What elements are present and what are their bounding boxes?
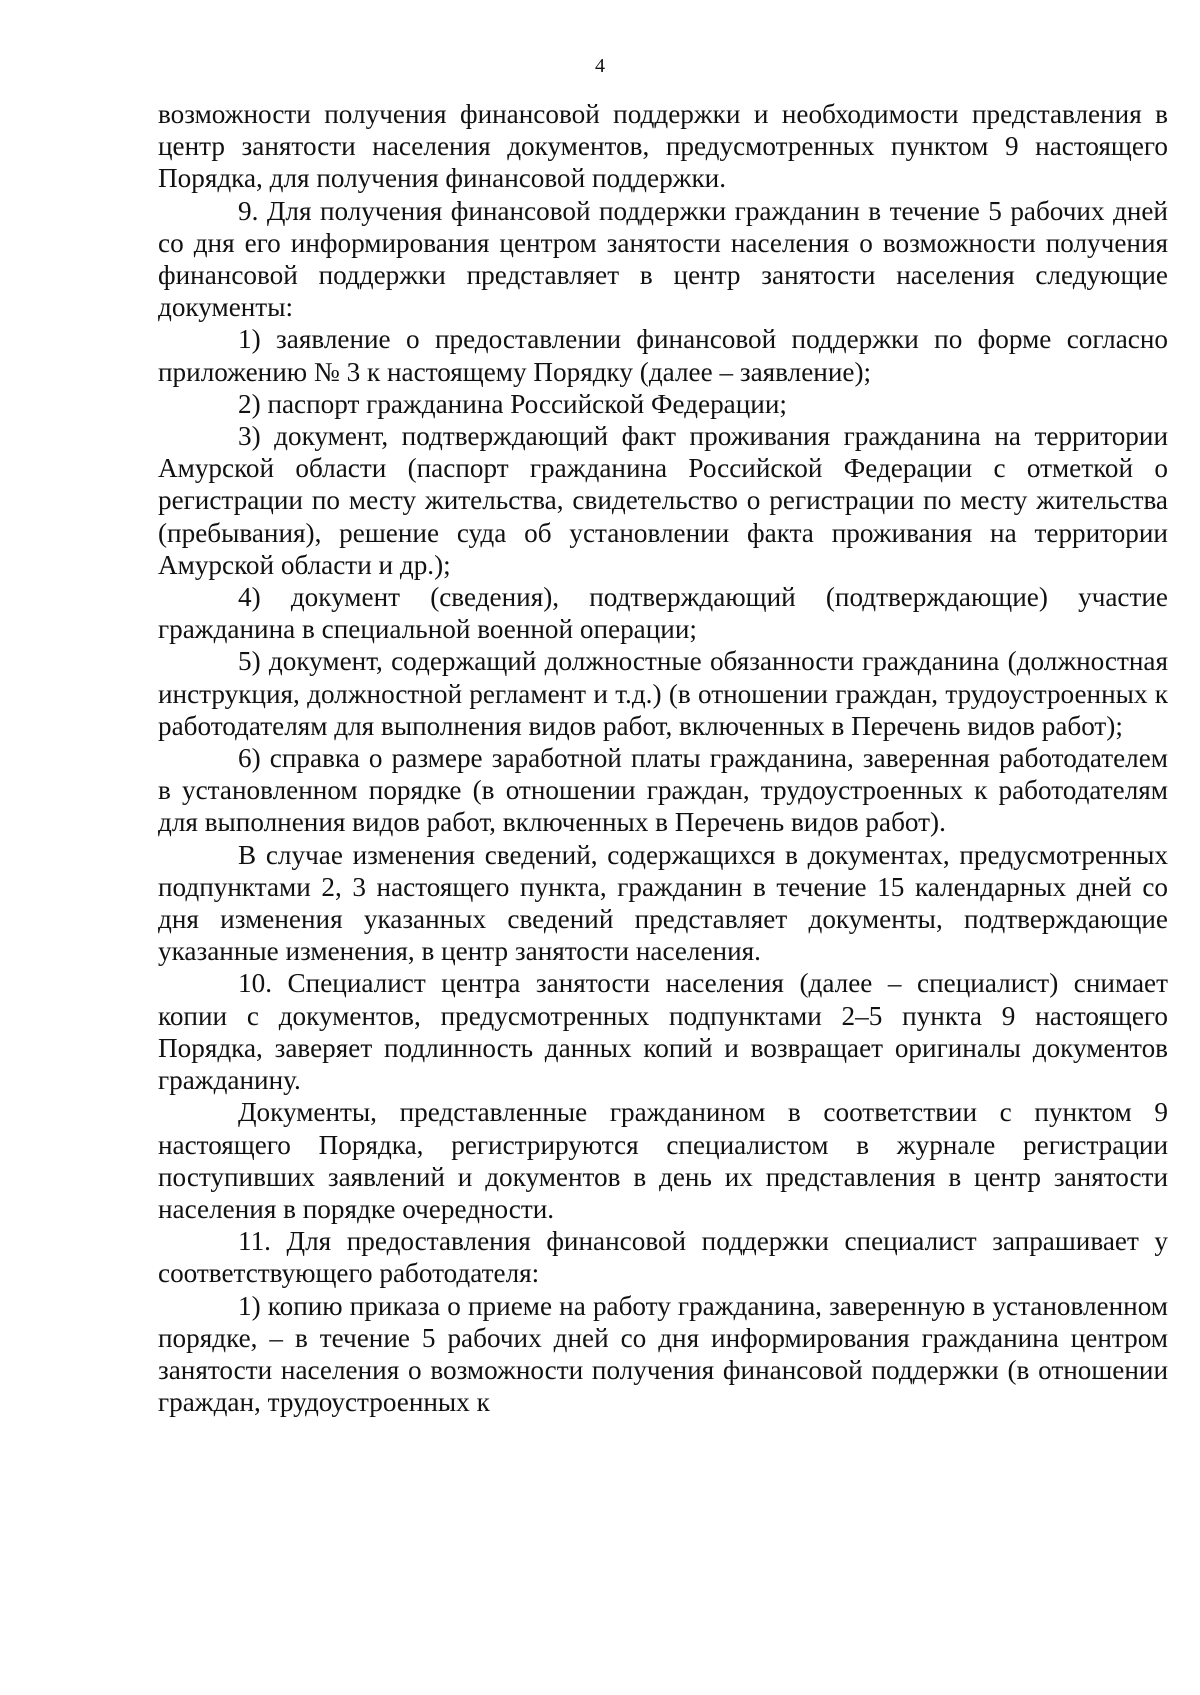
- paragraph: В случае изменения сведений, содержащихся в документах, предусмотренных подпунктами 2, 3 настоящего пункта, гражданин в течение 15 календарных дней со дня изменения указанных сведений представляет документы, подтверждающие указанные изменения, в центр занятости населения.: [158, 839, 1168, 967]
- paragraph: 2) паспорт гражданина Российской Федерации;: [238, 388, 787, 419]
- paragraph: 9. Для получения финансовой поддержки гражданин в течение 5 рабочих дней со дня его информирования центром занятости населения о возможности получения финансовой поддержки представляет в центр занятости населения следующие документы:: [158, 195, 1168, 323]
- paragraph: 6) справка о размере заработной платы гражданина, заверенная работодателем в установленном порядке (в отношении граждан, трудоустроенных к работодателям для выполнения видов работ, включенных в Перечень видов работ).: [158, 743, 1168, 838]
- paragraph: 1) заявление о предоставлении финансовой поддержки по форме согласно приложению № 3 к настоящему Порядку (далее – заявление);: [158, 324, 1168, 387]
- document-body: [158, 98, 1168, 1418]
- paragraph: 11. Для предоставления финансовой поддержки специалист запрашивает у соответствующего работодателя:: [158, 1226, 1168, 1289]
- paragraph: Документы, представленные гражданином в соответствии с пунктом 9 настоящего Порядка, регистрируются специалистом в журнале регистрации поступивших заявлений и документов в день их представления в центр занятости населения в порядке очередности.: [158, 1097, 1168, 1224]
- paragraph: 1) копию приказа о приеме на работу гражданина, заверенную в установленном порядке, – в течение 5 рабочих дней со дня информирования гражданина центром занятости населения о возможности получения финансовой поддержки (в отношении граждан, трудоустроенных к: [158, 1290, 1168, 1418]
- paragraph: 5) документ, содержащий должностные обязанности гражданина (должностная инструкция, должностной регламент и т.д.) (в отношении граждан, трудоустроенных к работодателям для выполнения видов работ, включенных в Перечень видов работ);: [158, 646, 1168, 741]
- paragraph: 10. Специалист центра занятости населения (далее – специалист) снимает копии с документов, предусмотренных подпунктами 2–5 пункта 9 настоящего Порядка, заверяет подлинность данных копий и возвращает оригиналы документов гражданину.: [158, 968, 1168, 1096]
- paragraph: возможности получения финансовой поддержки и необходимости представления в центр занятости населения документов, предусмотренных пунктом 9 настоящего Порядка, для получения финансовой поддержки.: [158, 99, 1168, 194]
- paragraph: 3) документ, подтверждающий факт проживания гражданина на территории Амурской области (паспорт гражданина Российской Федерации с отметкой о регистрации по месту жительства, свидетельство о регистрации по месту жительства (пребывания), решение суда об установлении факта проживания на территории Амурской области и др.);: [158, 421, 1168, 580]
- paragraph: 4) документ (сведения), подтверждающий (подтверждающие) участие гражданина в специальной военной операции;: [158, 582, 1168, 645]
- page-number: 4: [595, 55, 605, 77]
